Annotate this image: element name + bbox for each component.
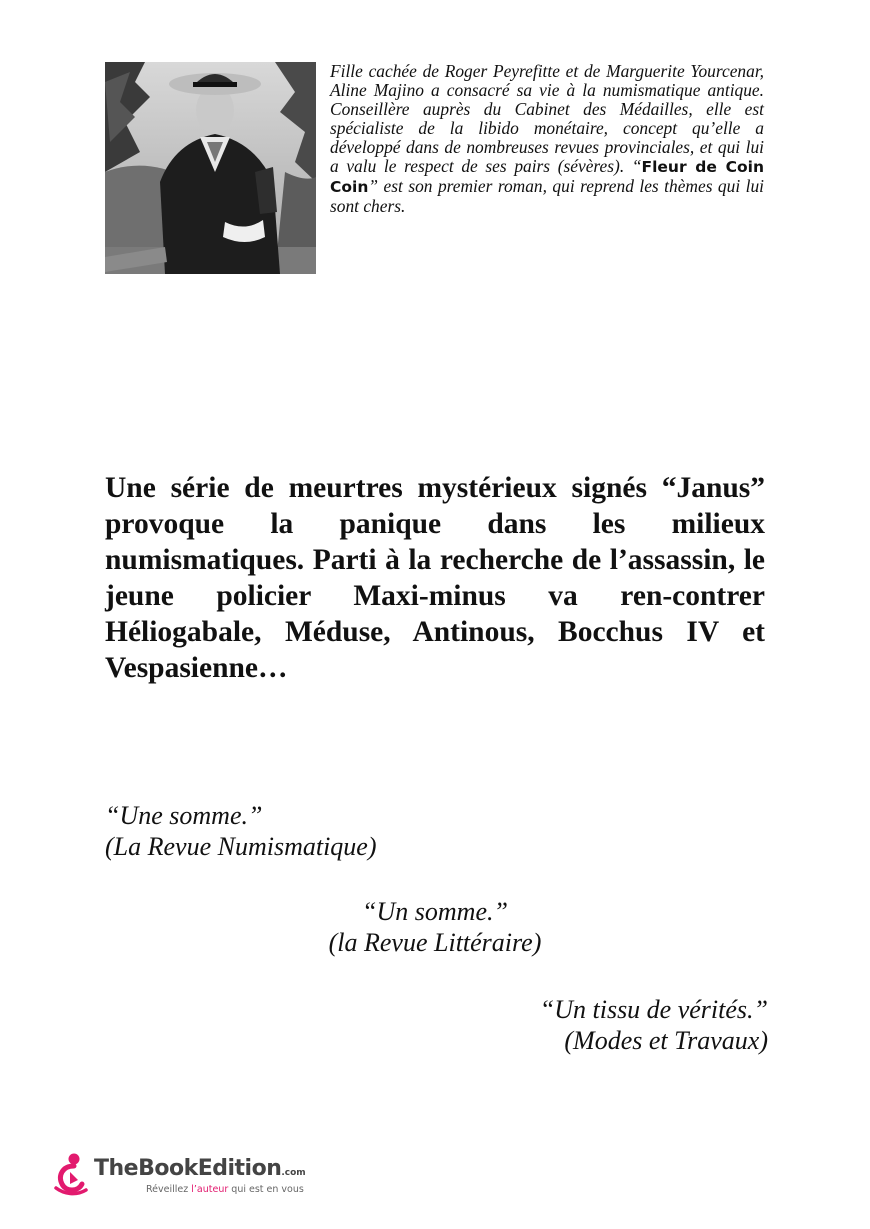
book-blurb xyxy=(105,470,765,686)
author-bio-intro: Fille cachée de Roger Peyrefitte et de Marguerite Yourcenar, Aline Majino a consacré sa vie à la numismatique antique. Conseillère auprès du Cabinet des Médailles, elle est spécialiste de la libido monétaire, concept qu’elle a développé dans de nombreuses revues provinciales, et qui lui a valu le respect de ses pairs (sévères). xyxy=(330,61,764,176)
review-quote-2-source: (la Revue Littéraire) xyxy=(328,928,542,957)
publisher-domain: .com xyxy=(281,1168,306,1178)
author-bio-closing: ” est son premier roman, qui reprend les thèmes qui lui sont chers. xyxy=(330,176,764,216)
review-quote-1-source: (La Revue Numismatique) xyxy=(105,832,377,861)
book-title: Fleur de Coin Coin xyxy=(330,158,764,196)
author-photo xyxy=(105,62,316,274)
author-bio-open-quote: “ xyxy=(631,156,642,176)
review-quote-3-text: “Un tissu de vérités.” xyxy=(539,995,768,1024)
publisher-tagline-highlight: l’auteur xyxy=(191,1184,229,1195)
author-bio xyxy=(330,62,764,216)
review-quote-1-text: “Une somme.” xyxy=(105,801,263,830)
review-quote-3 xyxy=(470,994,768,1056)
publisher-tagline xyxy=(146,1184,304,1195)
review-quote-3-source: (Modes et Travaux) xyxy=(564,1026,768,1055)
publisher-name xyxy=(94,1156,306,1181)
review-quote-2-text: “Un somme.” xyxy=(362,897,508,926)
author-portrait-photo-icon xyxy=(105,62,316,274)
review-quote-2 xyxy=(300,896,570,958)
publisher-logo xyxy=(52,1150,342,1202)
publisher-tagline-end: qui est en vous xyxy=(228,1184,304,1195)
publisher-name-text: TheBookEdition xyxy=(94,1156,282,1181)
book-blurb-text: Une série de meurtres mystérieux signés “Janus” provoque la panique dans les milieux numismatiques. Parti à la recherche de l’assassin, le jeune policier Maxi-minus va ren-contrer Héliogabale, Méduse, Antinous, Bocchus IV et Vespasienne… xyxy=(105,472,765,684)
thebookedition-logo-icon xyxy=(52,1150,90,1196)
review-quote-1 xyxy=(105,800,377,862)
publisher-tagline-start: Réveillez xyxy=(146,1184,192,1195)
